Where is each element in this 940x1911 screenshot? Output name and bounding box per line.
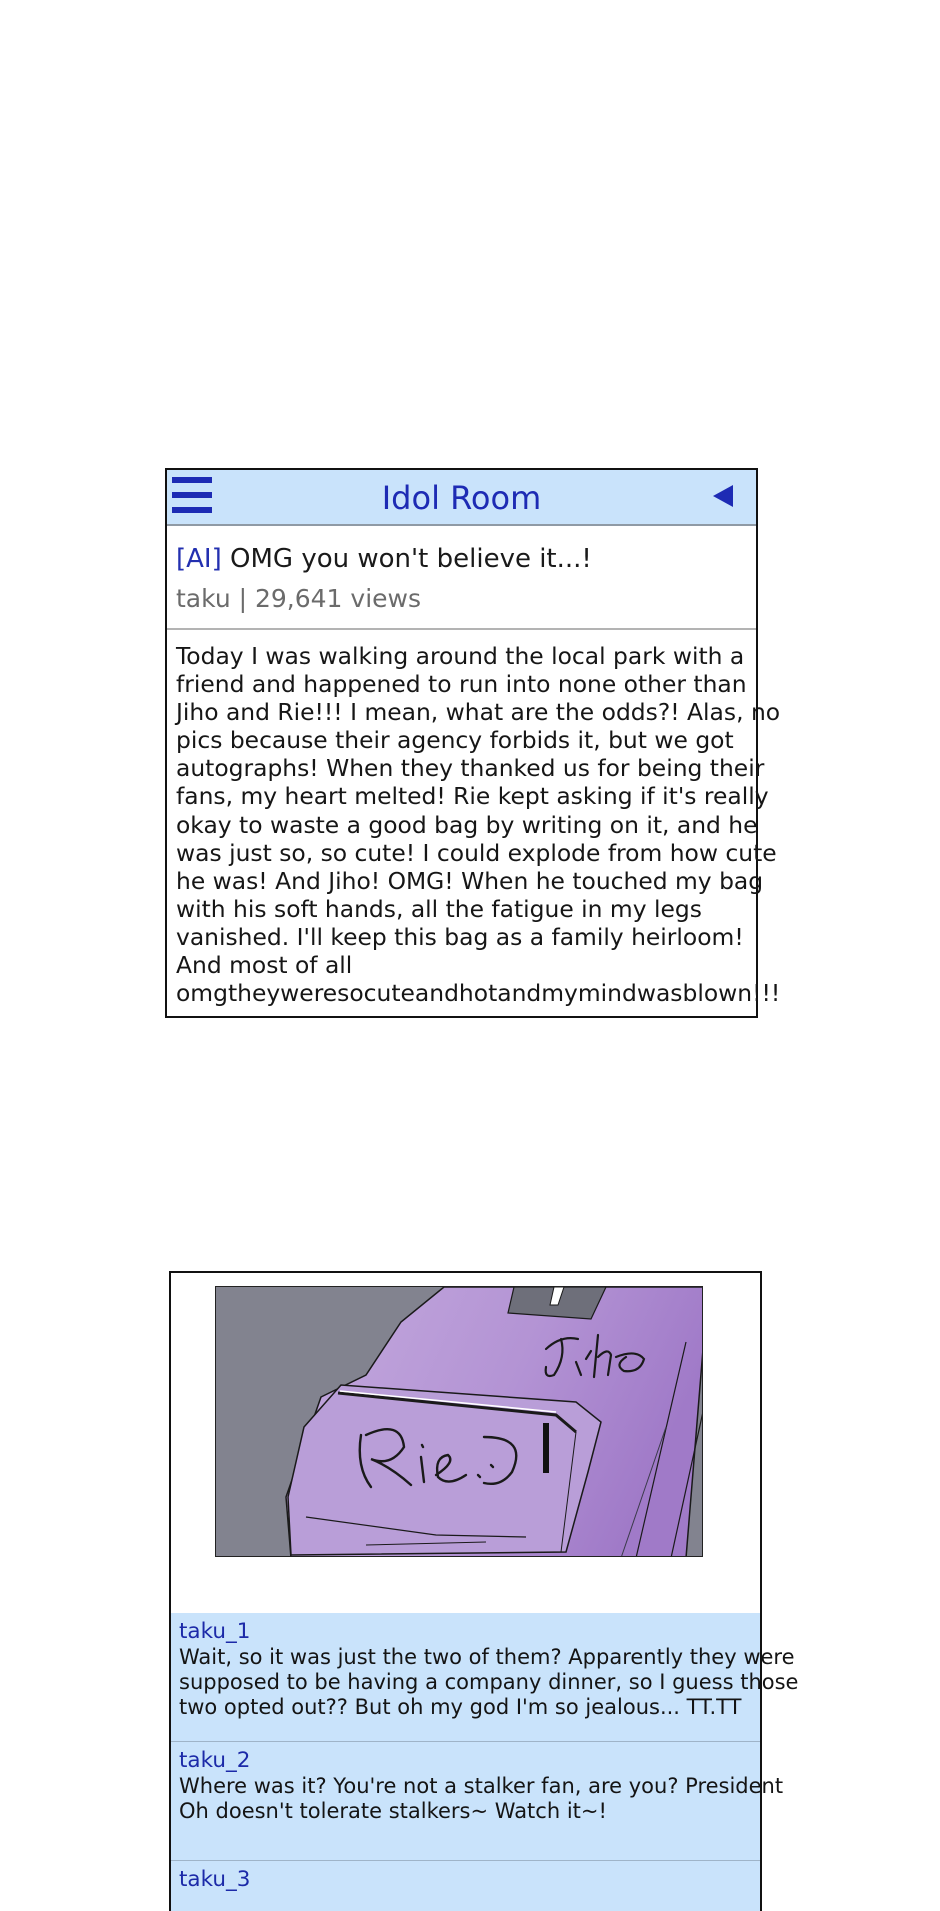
comment-line: Where was it? You're not a stalker fan, are you? President — [179, 1774, 784, 1798]
post-body-line: friend and happened to run into none other than — [176, 670, 747, 699]
post-title[interactable] — [176, 540, 756, 578]
post-body-line: Today I was walking around the local park with a — [176, 642, 745, 670]
post-body-line: And most of all — [176, 951, 353, 980]
post-body-line: autographs! When they thanked us for being their — [176, 754, 765, 783]
post-body-line: was just so, so cute! I could explode from how cute — [176, 838, 777, 867]
back-triangle-icon[interactable] — [710, 483, 736, 509]
photo-and-comments-panel — [169, 1271, 799, 1911]
comment-line: two opted out?? But oh my god I'm so jealous... TT.TT — [179, 1695, 742, 1720]
comment-text — [179, 1645, 799, 1721]
post-category-tag: [AI] — [176, 544, 222, 574]
comment-username[interactable]: taku_2 — [179, 1748, 251, 1773]
post-title-text: OMG you won't believe it...! — [230, 544, 592, 574]
post-body-line: vanished. I'll keep this bag as a family heirloom! — [176, 922, 744, 951]
signed-bag-photo — [215, 1286, 703, 1557]
page-title: Idol Room — [381, 479, 542, 517]
comment-username[interactable]: taku_3 — [179, 1867, 251, 1892]
comment-line: supposed to be having a company dinner, so I guess those — [179, 1670, 799, 1695]
comments-list — [171, 1613, 799, 1911]
post-body-line: Jiho and Rie!!! I mean, what are the odds?! Alas, no — [176, 698, 781, 727]
bag-illustration — [216, 1287, 703, 1557]
post-byline: taku | 29,641 views — [176, 584, 422, 613]
comment-text — [179, 1774, 784, 1824]
post-body-line: omgtheyweresocuteandhotandmymindwasblown!!! — [176, 979, 781, 1008]
post-body-line: with his soft hands, all the fatigue in my legs — [176, 894, 702, 923]
comment-line: Oh doesn't tolerate stalkers~ Watch it~! — [179, 1799, 607, 1824]
post-body — [167, 630, 781, 1008]
comment-item[interactable] — [171, 1861, 760, 1893]
post-meta — [167, 526, 756, 630]
post-body-line: pics because their agency forbids it, but we got — [176, 726, 734, 755]
comment-line: Wait, so it was just the two of them? Apparently they were — [179, 1645, 795, 1669]
comment-item[interactable] — [171, 1613, 799, 1742]
app-header — [167, 470, 756, 526]
comment-item[interactable] — [171, 1742, 784, 1861]
post-body-line: he was! And Jiho! OMG! When he touched my bag — [176, 866, 764, 895]
post-body-line: okay to waste a good bag by writing on it, and he — [176, 810, 758, 839]
comment-username[interactable]: taku_1 — [179, 1619, 251, 1644]
post-panel — [165, 468, 781, 1018]
post-body-line: fans, my heart melted! Rie kept asking if it's really — [176, 782, 769, 811]
